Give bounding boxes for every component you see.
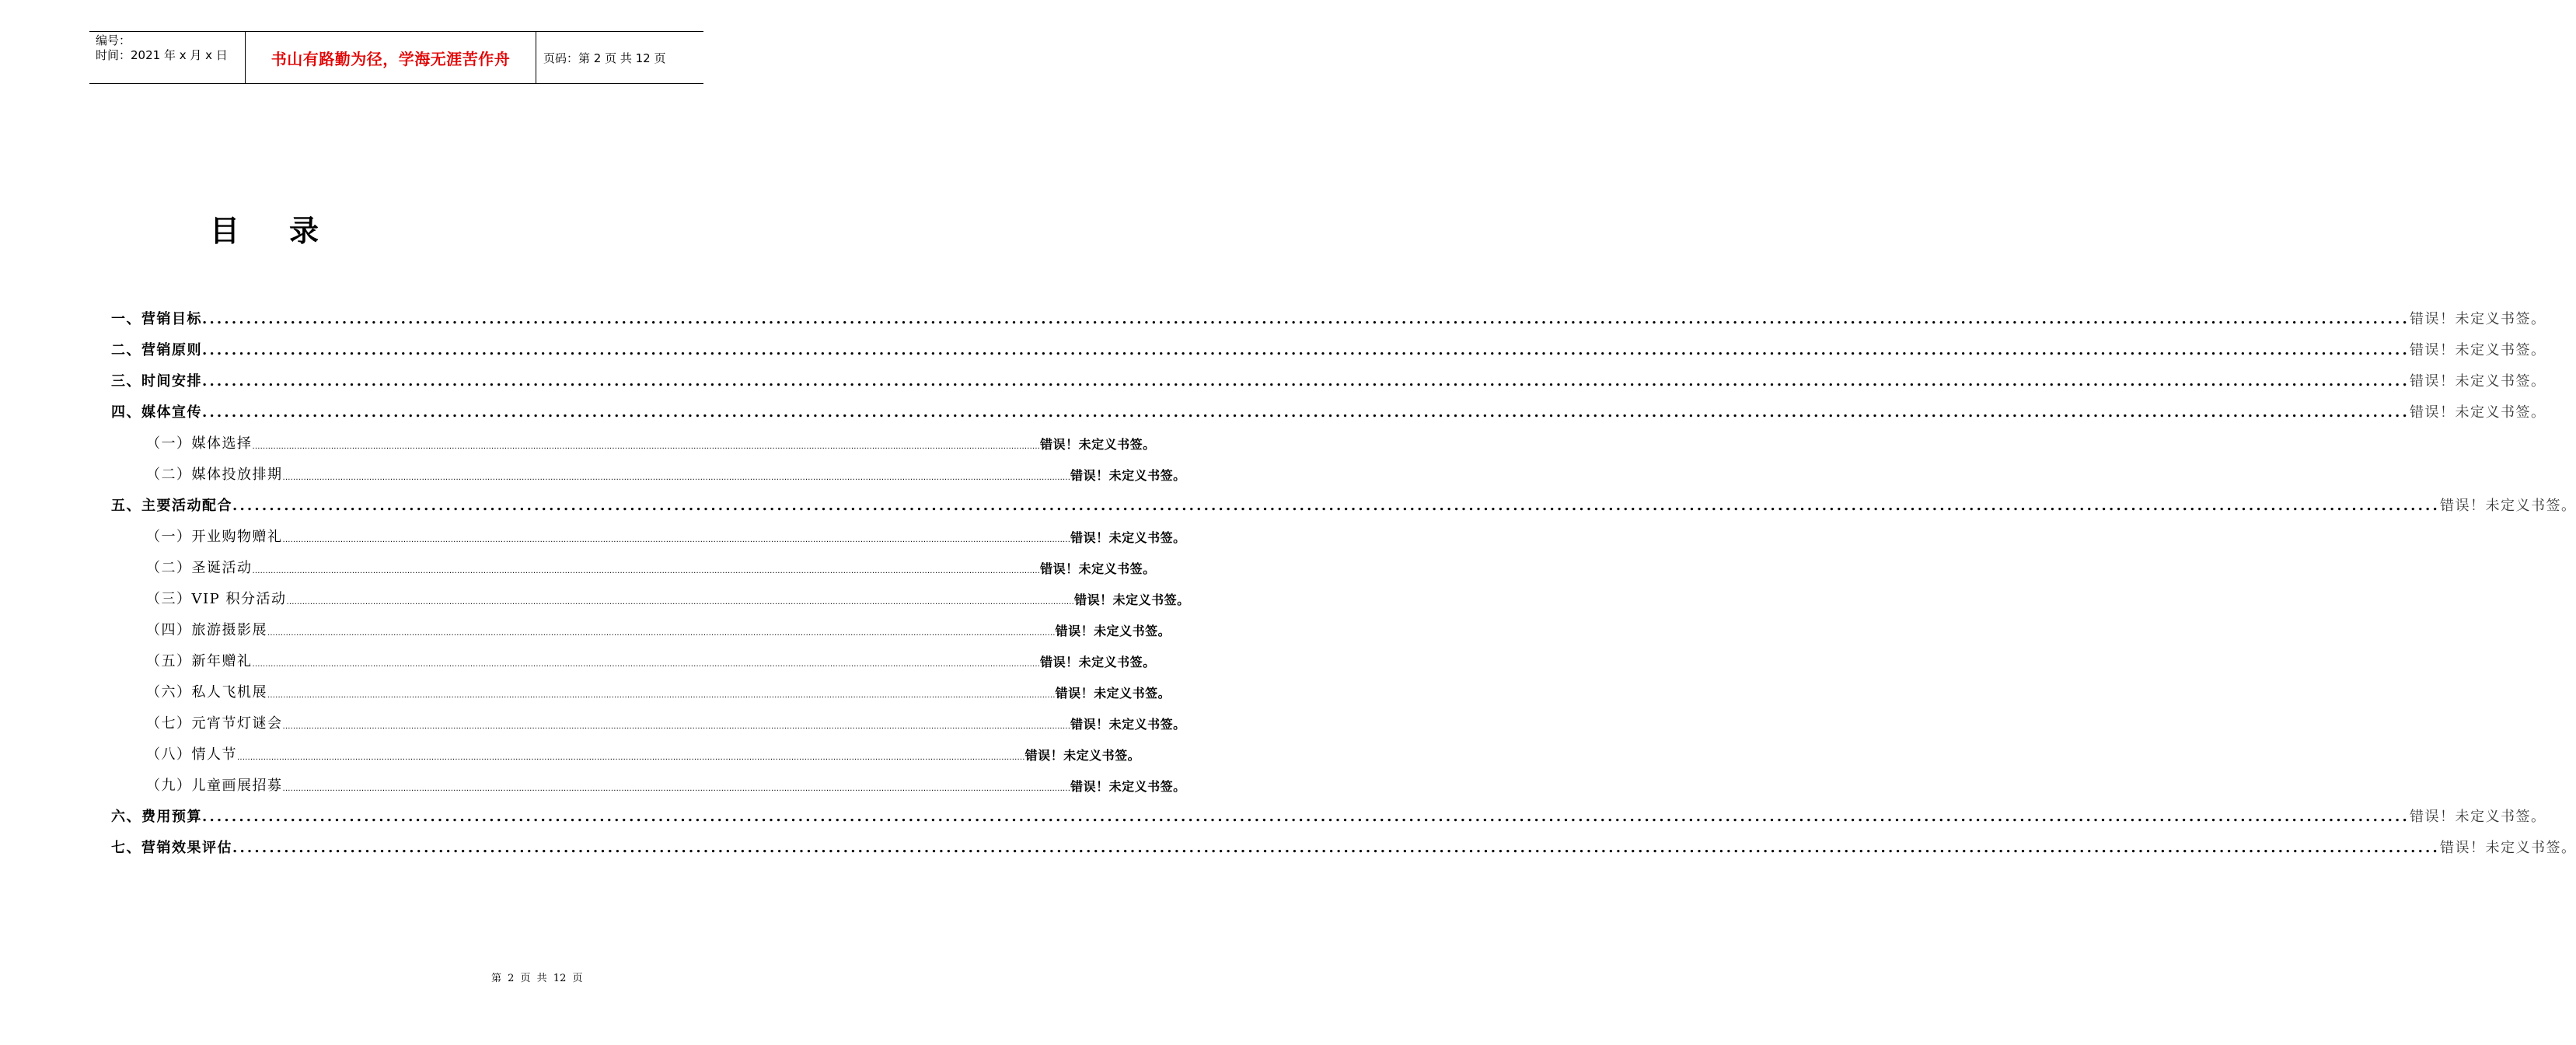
toc-entry[interactable] [146,771,1186,795]
toc-leader-dots: ............................................................................................................................................................................................................................................................................................................ [252,660,1041,669]
toc-entry-page-ref: 错误！未定义书签。 [1024,748,1141,763]
toc-entry-page-ref: 错误！未定义书签。 [1070,779,1186,794]
toc-entry[interactable] [111,336,2546,359]
toc-leader-dots: ............................................................................................................................................................................................................................................................................................................ [202,404,2410,421]
toc-entry-label: （一）媒体选择 [146,435,253,452]
toc-entry-label: 一、营销目标 [111,311,202,327]
toc-entry[interactable] [146,647,1156,670]
page-title: 目录 [210,213,369,248]
header-page-cell [536,32,703,83]
toc-entry-label: （二）圣诞活动 [146,560,253,576]
toc-entry-label: （二）媒体投放排期 [146,467,283,483]
toc-leader-dots: ............................................................................................................................................................................................................................................................................................................ [202,342,2410,358]
toc-entry-label: （四）旅游摄影展 [146,622,267,638]
toc-entry[interactable] [111,491,2576,515]
toc-entry-label: 三、时间安排 [111,373,202,390]
toc-entry-label: （八）情人节 [146,746,237,763]
toc-entry[interactable] [111,367,2546,390]
toc-entry[interactable] [146,460,1186,484]
toc-entry-label: 二、营销原则 [111,342,202,358]
toc-leader-dots: ............................................................................................................................................................................................................................................................................................................ [282,474,1071,482]
toc-entry-page-ref: 错误！未定义书签。 [1070,468,1186,483]
toc-leader-dots: ............................................................................................................................................................................................................................................................................................................ [232,840,2440,856]
toc-entry[interactable] [111,398,2546,421]
toc-entry-page-ref: 错误！未定义书签。 [1055,624,1171,638]
toc-entry[interactable] [146,678,1171,701]
toc-entry-page-ref: 错误！未定义书签。 [1074,592,1190,607]
toc-entry-label: （三）VIP 积分活动 [146,591,287,607]
toc-entry-page-ref: 错误！未定义书签。 [1040,655,1156,669]
toc-entry-label: 七、营销效果评估 [111,840,232,856]
toc-entry-page-ref: 错误！未定义书签。 [2439,840,2576,856]
number-label: 编号： [96,33,131,47]
toc-entry[interactable] [146,740,1141,764]
toc-entry[interactable] [146,709,1186,732]
toc-entry-label: （九）儿童画展招募 [146,778,283,794]
toc-entry[interactable] [146,429,1156,453]
toc-entry[interactable] [111,305,2546,328]
toc-entry[interactable] [146,585,1190,608]
motto-text: 书山有路勤为径，学海无涯苦作舟 [271,49,511,68]
toc-leader-dots: ............................................................................................................................................................................................................................................................................................................ [252,567,1041,575]
toc-entry-page-ref: 错误！未定义书签。 [1040,561,1156,576]
page-header [89,31,703,84]
header-page-info: 页码：第 2 页 共 12 页 [543,51,666,65]
toc-entry[interactable] [146,616,1171,639]
toc-leader-dots: ............................................................................................................................................................................................................................................................................................................ [267,629,1056,638]
toc-entry-page-ref: 错误！未定义书签。 [1070,530,1186,545]
toc-leader-dots: ............................................................................................................................................................................................................................................................................................................ [202,311,2410,327]
toc-leader-dots: ............................................................................................................................................................................................................................................................................................................ [286,598,1075,606]
toc-entry-page-ref: 错误！未定义书签。 [2409,311,2546,327]
toc-leader-dots: ............................................................................................................................................................................................................................................................................................................ [282,722,1071,731]
toc-leader-dots: ............................................................................................................................................................................................................................................................................................................ [232,498,2440,514]
toc-entry-page-ref: 错误！未定义书签。 [1040,437,1156,452]
toc-entry-label: 四、媒体宣传 [111,404,202,421]
toc-leader-dots: ............................................................................................................................................................................................................................................................................................................ [282,785,1071,793]
toc-entry-page-ref: 错误！未定义书签。 [1055,686,1171,701]
page-footer: 第 2 页 共 12 页 [491,973,583,984]
toc-entry-label: （一）开业购物赠礼 [146,529,283,545]
toc-entry-label: 五、主要活动配合 [111,498,232,514]
toc-leader-dots: ............................................................................................................................................................................................................................................................................................................ [282,536,1071,544]
toc-entry-page-ref: 错误！未定义书签。 [1070,717,1186,732]
toc-leader-dots: ............................................................................................................................................................................................................................................................................................................ [252,442,1041,451]
toc-entry-label: （五）新年赠礼 [146,653,253,669]
toc-leader-dots: ............................................................................................................................................................................................................................................................................................................ [237,753,1025,762]
time-label: 时间：2021 年 x 月 x 日 [96,48,228,62]
toc-entry-label: 六、费用预算 [111,809,202,825]
header-motto-cell [246,32,536,83]
toc-entry-page-ref: 错误！未定义书签。 [2409,342,2546,358]
toc-entry-page-ref: 错误！未定义书签。 [2409,809,2546,825]
header-info-cell [89,32,246,83]
toc-leader-dots: ............................................................................................................................................................................................................................................................................................................ [267,691,1056,700]
toc-entry-page-ref: 错误！未定义书签。 [2439,498,2576,514]
toc-entry[interactable] [146,554,1156,577]
toc-leader-dots: ............................................................................................................................................................................................................................................................................................................ [202,373,2410,390]
toc-entry[interactable] [111,802,2546,826]
toc-entry[interactable] [111,834,2576,857]
toc-entry-page-ref: 错误！未定义书签。 [2409,404,2546,421]
toc-leader-dots: ............................................................................................................................................................................................................................................................................................................ [202,809,2410,825]
toc-entry-label: （六）私人飞机展 [146,684,267,701]
toc-entry-label: （七）元宵节灯谜会 [146,715,283,732]
toc-entry[interactable] [146,522,1186,546]
toc-entry-page-ref: 错误！未定义书签。 [2409,373,2546,390]
